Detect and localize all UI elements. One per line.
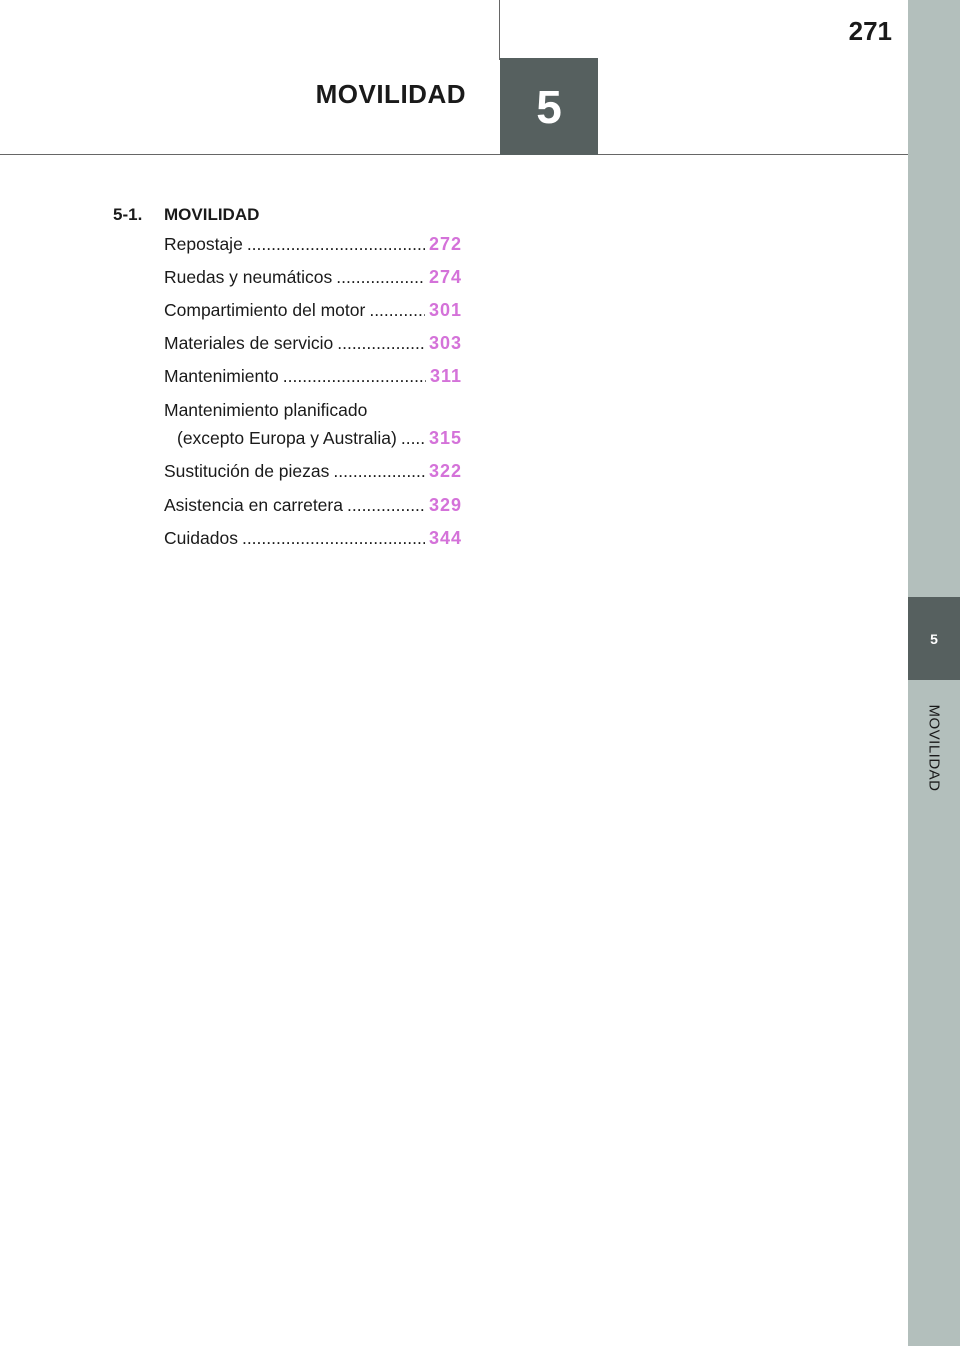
side-chapter-tab-number: 5 bbox=[930, 630, 938, 647]
toc-page-link[interactable]: 329 bbox=[428, 495, 462, 515]
chapter-number-box bbox=[500, 58, 598, 155]
header-vertical-rule bbox=[499, 0, 500, 60]
dot-leader bbox=[347, 495, 425, 516]
toc-entry-label: Mantenimiento bbox=[164, 366, 279, 386]
toc-entry-mantenimiento-planificado[interactable] bbox=[164, 400, 462, 449]
toc-page-link[interactable]: 344 bbox=[428, 528, 462, 548]
chapter-title: MOVILIDAD bbox=[315, 79, 466, 109]
toc-section-number: 5-1. bbox=[113, 205, 143, 224]
toc-entry-repostaje[interactable] bbox=[164, 234, 462, 255]
header-horizontal-rule bbox=[0, 154, 908, 155]
dot-leader bbox=[369, 300, 425, 321]
toc-entry-mantenimiento[interactable] bbox=[164, 366, 462, 387]
toc-page-link[interactable]: 311 bbox=[429, 366, 462, 386]
toc-entry-label: Repostaje bbox=[164, 234, 243, 254]
chapter-number: 5 bbox=[536, 80, 562, 133]
toc-entry-cuidados[interactable] bbox=[164, 528, 462, 549]
toc-entry-label: Ruedas y neumáticos bbox=[164, 267, 333, 287]
toc-entry-asistencia-carretera[interactable] bbox=[164, 495, 462, 516]
toc-entry-label-continued: (excepto Europa y Australia) bbox=[177, 428, 397, 448]
toc-page-link[interactable]: 301 bbox=[428, 300, 462, 320]
side-chapter-label: MOVILIDAD bbox=[925, 704, 943, 792]
dot-leader bbox=[336, 267, 425, 288]
toc-page-link[interactable]: 274 bbox=[428, 267, 462, 287]
dot-leader bbox=[283, 366, 426, 387]
toc-page-link[interactable]: 272 bbox=[428, 234, 462, 254]
toc-entry-label: Sustitución de piezas bbox=[164, 461, 330, 481]
toc-entry-materiales[interactable] bbox=[164, 333, 462, 354]
dot-leader bbox=[242, 528, 425, 549]
toc-page-link[interactable]: 303 bbox=[428, 333, 462, 353]
toc-page-link[interactable]: 322 bbox=[428, 461, 462, 481]
dot-leader bbox=[247, 234, 425, 255]
toc-page-link[interactable]: 315 bbox=[428, 428, 462, 448]
toc-entry-label: Materiales de servicio bbox=[164, 333, 334, 353]
toc-entry-label: Asistencia en carretera bbox=[164, 495, 343, 515]
toc-entry-label: Cuidados bbox=[164, 528, 238, 548]
toc-section-title: MOVILIDAD bbox=[164, 205, 260, 224]
page-number: 271 bbox=[848, 16, 892, 46]
dot-leader bbox=[337, 333, 425, 354]
toc-section-heading bbox=[113, 203, 473, 227]
toc-entry-ruedas[interactable] bbox=[164, 267, 462, 288]
dot-leader bbox=[401, 428, 425, 449]
toc-entry-compartimiento-motor[interactable] bbox=[164, 300, 462, 321]
toc-entry-sustitucion-piezas[interactable] bbox=[164, 461, 462, 482]
toc-entry-label: Compartimiento del motor bbox=[164, 300, 366, 320]
toc-entry-label: Mantenimiento planificado bbox=[164, 400, 368, 420]
dot-leader bbox=[333, 461, 425, 482]
table-of-contents bbox=[113, 203, 473, 548]
side-chapter-tab[interactable] bbox=[908, 597, 960, 680]
